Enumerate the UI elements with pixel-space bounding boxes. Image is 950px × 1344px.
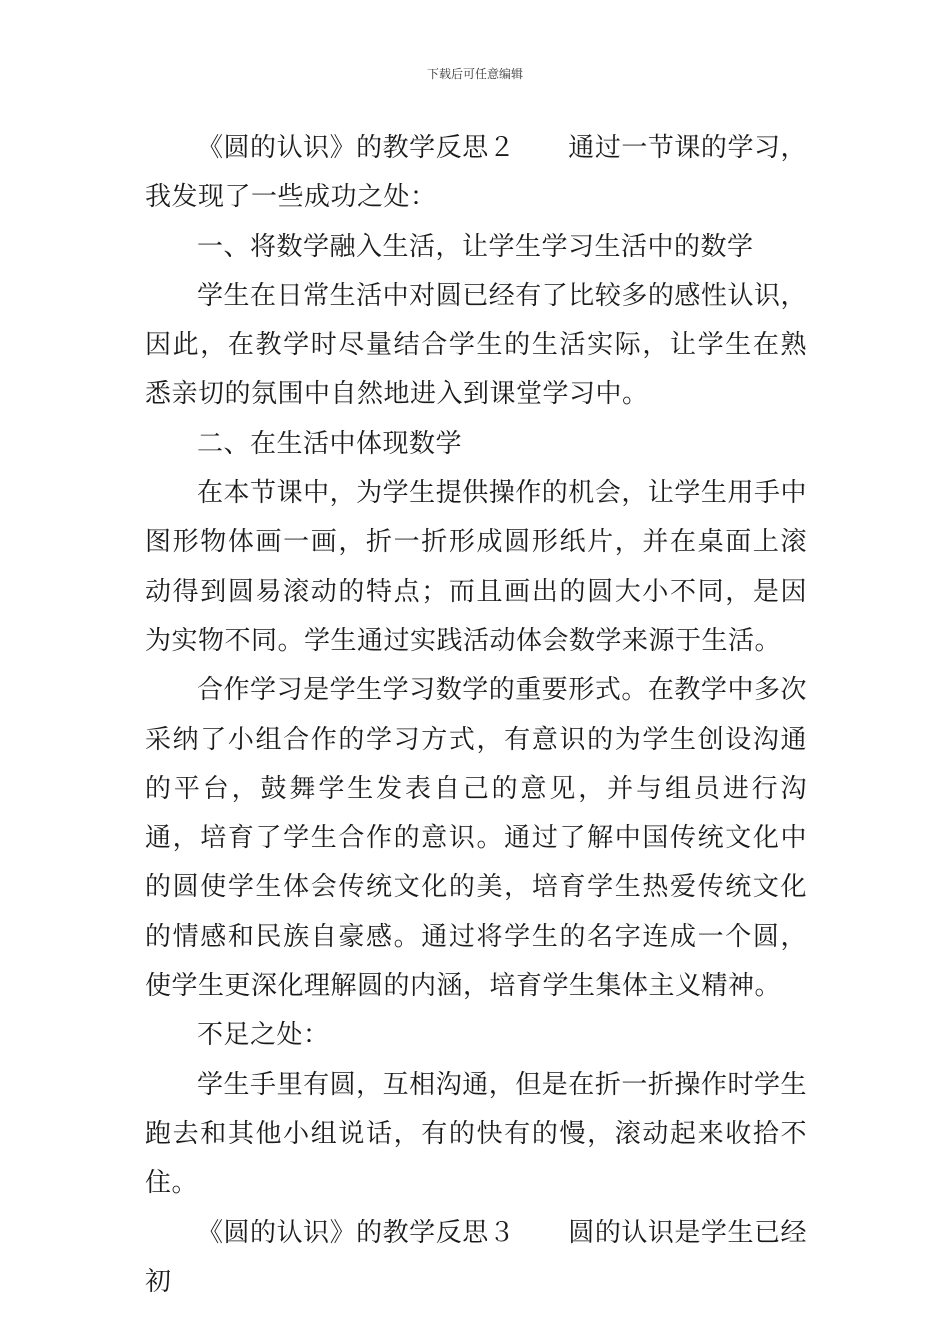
document-body	[145, 124, 807, 1307]
shortcomings-heading: 不足之处：	[197, 1020, 330, 1051]
paragraph: 合作学习是学生学习数学的重要形式。在教学中多次采纳了小组合作的学习方式，有意识的为学生创设沟通的平台，鼓舞学生发表自己的意见，并与组员进行沟通，培育了学生合作的意识。通过了解中国传统文化中的圆使学生体会传统文化的美，培育学生热爱传统文化的情感和民族自豪感。通过将学生的名字连成一个圆，使学生更深化理解圆的内涵，培育学生集体主义精神。	[145, 675, 807, 1002]
paragraph-next-title: 《圆的认识》的教学反思３ 圆的认识是学生已经初	[145, 1217, 807, 1297]
paragraph: 学生在日常生活中对圆已经有了比较多的感性认识，因此，在教学时尽量结合学生的生活实际，让学生在熟悉亲切的氛围中自然地进入到课堂学习中。	[145, 280, 807, 410]
page-header: 下载后可任意编辑	[426, 67, 523, 81]
section-heading-2: 二、在生活中体现数学	[197, 428, 463, 459]
paragraph-intro: 《圆的认识》的教学反思２ 通过一节课的学习，我发现了一些成功之处：	[145, 133, 807, 213]
paragraph: 学生手里有圆，互相沟通，但是在折一折操作时学生跑去和其他小组说话，有的快有的慢，滚动起来收拾不住。	[145, 1069, 807, 1199]
paragraph: 在本节课中，为学生提供操作的机会，让学生用手中图形物体画一画，折一折形成圆形纸片，并在桌面上滚动得到圆易滚动的特点；而且画出的圆大小不同，是因为实物不同。学生通过实践活动体会数学来源于生活。	[145, 478, 807, 656]
section-heading-1: 一、将数学融入生活，让学生学习生活中的数学	[197, 231, 754, 262]
